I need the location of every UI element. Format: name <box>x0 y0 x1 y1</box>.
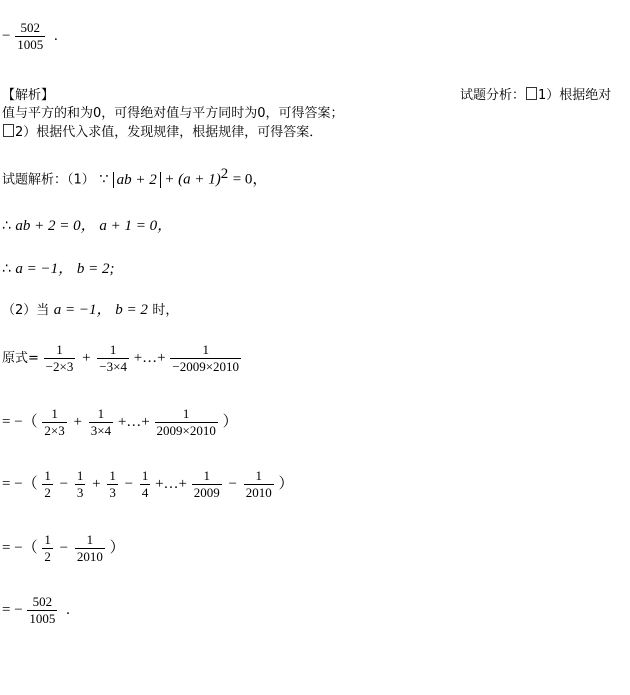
numerator: 1 <box>202 342 209 357</box>
part-2-values: a = −1， b = 2 <box>53 302 148 318</box>
fraction <box>89 406 113 439</box>
solution-label: 试题解析：（1） <box>2 172 95 188</box>
close-paren: ） <box>222 413 238 430</box>
denominator: 4 <box>141 485 149 500</box>
fraction <box>192 468 222 501</box>
minus-sign: − <box>124 475 134 492</box>
denominator: 3 <box>109 485 116 500</box>
numerator: 1 <box>182 406 190 421</box>
denominator: 2 <box>44 485 51 500</box>
equals-negative: = − <box>2 601 23 618</box>
plus-sign: + <box>73 413 82 430</box>
numerator: 1 <box>109 342 117 357</box>
analysis-p2-text: ）根据代入求值，发现规律，根据规律，可得答案． <box>23 125 323 140</box>
equals-negative-open: = −（ <box>2 413 38 430</box>
fraction <box>42 406 66 439</box>
final-fraction <box>27 594 57 627</box>
final-answer-line <box>2 594 70 627</box>
answer-denominator: 1005 <box>17 37 44 52</box>
denominator: 2010 <box>76 549 103 564</box>
fraction <box>140 468 151 501</box>
numerator: 1 <box>97 406 105 421</box>
part-2-line <box>2 298 178 319</box>
square-exponent: 2 <box>220 166 229 182</box>
plus-sign: + <box>165 171 174 188</box>
part-2-suffix: 时， <box>152 303 179 318</box>
denominator: −3×4 <box>99 359 127 374</box>
step-3-values: a = −1， b = 2; <box>15 261 115 277</box>
analysis-p2-num: 2 <box>15 125 24 140</box>
numerator: 1 <box>255 468 262 483</box>
telescoping-line <box>2 468 293 501</box>
plus-sign: + <box>82 349 91 366</box>
numerator: 1 <box>86 532 94 547</box>
numerator: 1 <box>51 406 58 421</box>
fraction <box>44 342 76 375</box>
equals-zero: = 0， <box>232 171 268 188</box>
numerator: 1 <box>44 532 51 547</box>
fraction <box>75 532 105 565</box>
fraction <box>97 342 129 375</box>
analysis-line-2: 值与平方的和为0，可得绝对值与平方同时为0，可得答案； <box>2 106 344 121</box>
numerator: 1 <box>76 468 84 483</box>
close-paren: ） <box>278 475 294 492</box>
fraction <box>155 406 218 439</box>
ellipsis-plus: +…+ <box>117 413 150 430</box>
missing-glyph-icon <box>526 87 537 100</box>
ellipsis-plus: +…+ <box>155 475 187 492</box>
answer-line <box>2 20 58 53</box>
numerator: 1 <box>203 468 210 483</box>
therefore-symbol: ∴ <box>2 218 11 234</box>
minus-sign: − <box>59 539 69 556</box>
denominator: 3 <box>76 485 84 500</box>
original-expression-line <box>2 342 242 375</box>
abs-expression: ab + 2 <box>113 172 161 188</box>
fraction <box>75 468 86 501</box>
close-paren: ） <box>109 539 125 556</box>
numerator: 502 <box>32 594 53 609</box>
fraction <box>42 532 53 565</box>
fraction <box>107 468 118 501</box>
denominator: 2×3 <box>44 423 65 438</box>
numerator: 1 <box>56 342 63 357</box>
numerator: 1 <box>109 468 116 483</box>
solution-step-3 <box>2 257 115 278</box>
missing-glyph-icon <box>3 124 14 137</box>
denominator: 3×4 <box>90 423 112 438</box>
square-base: (a + 1) <box>178 171 221 188</box>
equals-negative-open: = −（ <box>2 539 38 556</box>
equals-negative-open: = −（ <box>2 475 38 492</box>
simplified-line <box>2 532 125 565</box>
analysis-heading: 【解析】 <box>2 88 55 103</box>
answer-numerator: 502 <box>20 20 40 35</box>
solution-step-2 <box>2 214 172 235</box>
fraction <box>42 468 53 501</box>
answer-fraction <box>15 20 45 53</box>
denominator: −2×3 <box>45 359 74 374</box>
part-2-prefix: （2）当 <box>2 303 50 318</box>
numerator: 1 <box>141 468 149 483</box>
plus-sign: + <box>92 475 101 492</box>
answer-period: . <box>53 27 58 44</box>
denominator: 1005 <box>29 611 56 626</box>
fraction <box>170 342 241 375</box>
analysis-p1-num: 1 <box>538 88 547 103</box>
analysis-intro-label: 试题分析： <box>460 88 526 103</box>
answer-sign: − <box>2 27 11 44</box>
minus-sign: − <box>228 475 237 492</box>
step-2-equations: ab + 2 = 0， a + 1 = 0， <box>15 218 173 234</box>
denominator: 2009 <box>193 485 220 500</box>
original-expression-label: 原式= <box>2 350 39 366</box>
minus-sign: − <box>59 475 69 492</box>
because-symbol: ∵ <box>99 171 109 188</box>
analysis-intro <box>460 84 611 103</box>
numerator: 1 <box>44 468 51 483</box>
negated-sum-line <box>2 406 238 439</box>
denominator: −2009×2010 <box>172 359 240 374</box>
analysis-line-3 <box>2 121 322 140</box>
fraction <box>244 468 274 501</box>
therefore-symbol: ∴ <box>2 261 11 277</box>
denominator: 2009×2010 <box>156 423 216 438</box>
denominator: 2 <box>44 549 51 564</box>
ellipsis-plus: +…+ <box>133 349 166 366</box>
final-period: . <box>66 601 70 618</box>
solution-step-1 <box>2 166 267 189</box>
analysis-p1-text: ）根据绝对 <box>546 88 612 103</box>
denominator: 2010 <box>245 485 272 500</box>
